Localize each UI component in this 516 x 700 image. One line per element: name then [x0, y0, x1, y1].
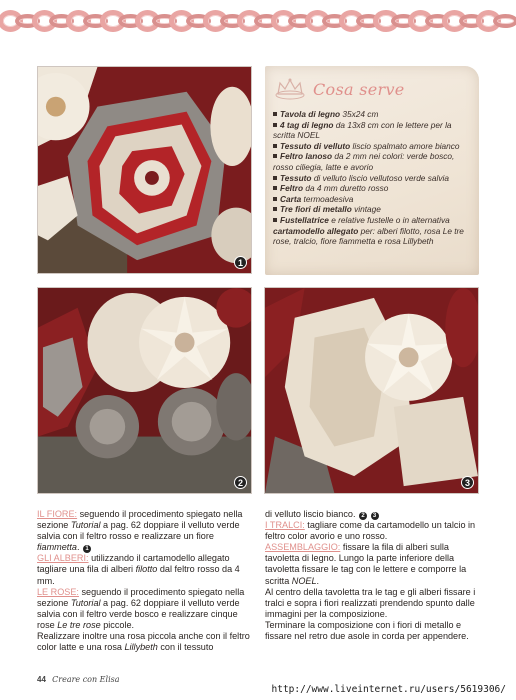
paragraph-continuation: di velluto liscio bianco. 2 3 — [265, 509, 485, 520]
material-item: Feltro lanoso da 2 mm nei colori: verde bosco, — [273, 151, 469, 162]
photo-felt-flower-closeup — [37, 66, 252, 274]
instructions-column-2 — [265, 509, 485, 642]
heading-gli-alberi: GLI ALBERI: — [37, 553, 89, 564]
material-item-continuation: cartamodello allegato per: alberi filotto, rosa Le tre — [273, 225, 464, 236]
heading-il-fiore: IL FIORE: — [37, 509, 78, 519]
paragraph-assemblaggio: ASSEMBLAGGIO: fissare la fila di alberi sulla tavoletta di legno. Lungo la parte inferiore della tavoletta fissare le tag con le lettere e comporre la scritta NOEL. — [265, 542, 467, 586]
paragraph-assemblaggio-finish: Terminare la composizione con i fiori di metallo e fissare nel retro due asole in corda per appendere. — [265, 619, 469, 642]
materials-list — [273, 109, 469, 247]
material-item: 4 tag di legno da 13x8 cm con le lettere per la — [273, 120, 469, 131]
heading-le-rose: LE ROSE: — [37, 586, 79, 597]
magazine-name: Creare con Elisa — [52, 675, 120, 684]
photo-white-flowers — [264, 287, 479, 494]
material-item: Tessuto di velluto liscio spalmato amore bianco — [273, 141, 469, 152]
photo-ref-3: 3 — [371, 512, 379, 520]
materials-card — [265, 66, 479, 275]
photo-ref-2: 2 — [359, 512, 367, 520]
paragraph-gli-alberi: GLI ALBERI: utilizzando il cartamodello allegato tagliare una fila di alberi filotto dal feltro rosso da 4 mm. — [37, 553, 240, 586]
materials-title: Cosa serve — [313, 79, 405, 99]
material-item: Tessuto di velluto liscio vellutoso verde salvia — [273, 173, 469, 184]
photo-ref-1: 1 — [83, 545, 91, 553]
photo-number-2: 2 — [234, 476, 247, 489]
material-item-continuation: scritta NOEL — [273, 130, 321, 141]
heading-i-tralci: I TRALCI: — [265, 520, 305, 531]
page-number: 44 — [37, 675, 46, 684]
material-item: Tavola di legno 35x24 cm — [273, 109, 469, 120]
watermark-url: http://www.liveinternet.ru/users/5619306/ — [271, 684, 506, 695]
photo-number-1: 1 — [234, 256, 247, 269]
material-item: Feltro da 4 mm duretto rosso — [273, 183, 469, 194]
page-footer — [37, 675, 120, 684]
paragraph-le-rose: LE ROSE: seguendo il procedimento spiegato nella sezione Tutorial a pag. 62 doppiare il velluto verde salvia con il feltro verde bosco e realizzare cinque rose Le tre rose piccole. — [37, 586, 245, 630]
material-item-continuation: rose, tralcio, fiore fiammetta e rosa Lillybeth — [273, 236, 434, 247]
material-item: Fustellatrice e relative fustelle o in alternativa — [273, 215, 469, 226]
paragraph-il-fiore: IL FIORE: seguendo il procedimento spiegato nella sezione Tutorial a pag. 62 doppiare il velluto verde salvia con il feltro rosso e realizzare un fiore fiammetta. 1 — [37, 509, 243, 553]
paragraph-assemblaggio-center: Al centro della tavoletta tra le tag e gli alberi fissare i tralci e sopra i fiori realizzati prendendo spunto dalle immagini per la composizione. — [265, 586, 476, 619]
decorative-chain-border — [0, 10, 516, 36]
paragraph-i-tralci: I TRALCI: tagliare come da cartamodello un talcio in feltro color avorio e uno rosso. — [265, 520, 476, 542]
paragraph-le-rose-extra: Realizzare inoltre una rosa piccola anche con il feltro color latte e una rosa Lillybeth con il tessuto — [37, 631, 250, 653]
photo-flowers-and-roses — [37, 287, 252, 494]
crown-icon — [273, 77, 307, 101]
heading-assemblaggio: ASSEMBLAGGIO: — [265, 542, 341, 553]
instructions-column-1 — [37, 509, 257, 653]
material-item: Carta termoadesiva — [273, 194, 469, 205]
material-item: Tre fiori di metallo vintage — [273, 204, 469, 215]
photo-number-3: 3 — [461, 476, 474, 489]
material-item-continuation: rosso ciliegia, latte e avorio — [273, 161, 374, 172]
